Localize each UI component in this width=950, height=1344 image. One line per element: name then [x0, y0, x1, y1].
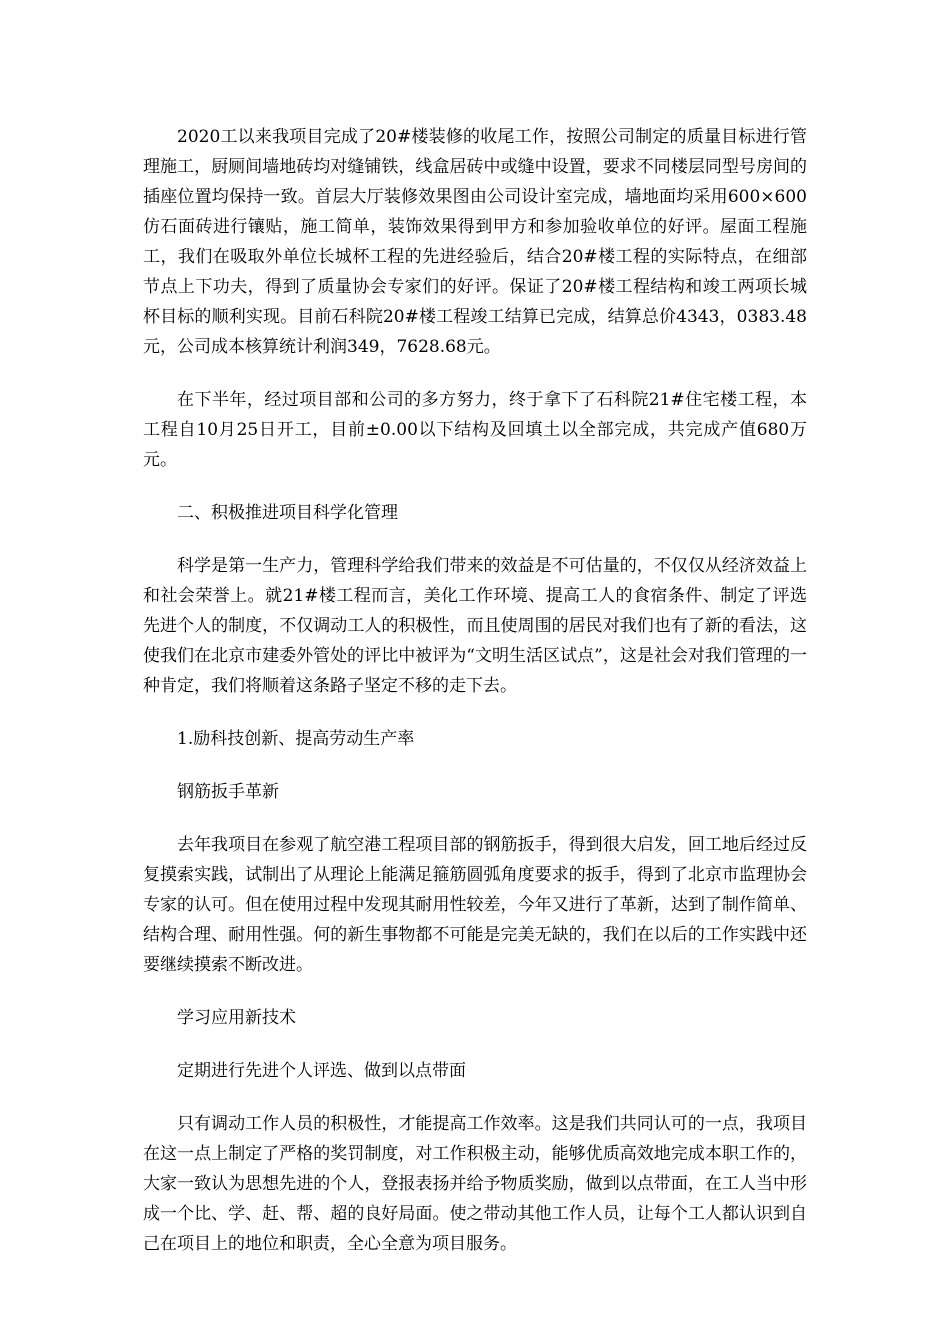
paragraph-rebar-wrench: 去年我项目在参观了航空港工程项目部的钢筋扳手，得到很大启发，回工地后经过反复摸索实践，试制出了从理论上能满足箍筋圆弧角度要求的扳手，得到了北京市监理协会专家的认可。但在使用过程中发现其耐用性较差，今年又进行了革新，达到了制作简单、结构合理、耐用性强。何的新生事物都不可能是完美无缺的，我们在以后的工作实践中还要继续摸索不断改进。 [143, 835, 807, 975]
section-heading-scientific-management: 二、积极推进项目科学化管理 [177, 503, 398, 523]
subheading-new-technology: 学习应用新技术 [177, 1008, 296, 1028]
paragraph-motivation: 只有调动工作人员的积极性，才能提高工作效率。这是我们共同认可的一点，我项目在这一点上制定了严格的奖罚制度，对工作积极主动，能够优质高效地完成本职工作的，大家一致认为思想先进的个人，登报表扬并给予物质奖励，做到以点带面，在工人当中形成一个比、学、赶、帮、超的良好局面。使之带动其他工作人员，让每个工人都认识到自己在项目上的地位和职责，全心全意为项目服务。 [143, 1114, 807, 1254]
paragraph-second-half-year: 在下半年，经过项目部和公司的多方努力，终于拿下了石科院21#住宅楼工程，本工程自10月25日开工，目前±0.00以下结构及回填土以全部完成，共完成产值680万元。 [143, 390, 807, 470]
paragraph-science-productivity: 科学是第一生产力，管理科学给我们带来的效益是不可估量的，不仅仅从经济效益上和社会荣誉上。就21#楼工程而言，美化工作环境、提高工人的食宿条件、制定了评选先进个人的制度，不仅调动工人的积极性，而且使周围的居民对我们也有了新的看法，这使我们在北京市建委外管处的评比中被评为“文明生活区试点”，这是社会对我们管理的一种肯定，我们将顺着这条路子坚定不移的走下去。 [143, 556, 807, 696]
document-page [143, 122, 807, 1259]
subheading-tech-innovation: 1.励科技创新、提高劳动生产率 [177, 729, 415, 749]
paragraph-completion-summary: 2020工以来我项目完成了20#楼装修的收尾工作，按照公司制定的质量目标进行管理施工，厨厕间墙地砖均对缝铺铁，线盒居砖中或缝中设置，要求不同楼层同型号房间的插座位置均保持一致。首层大厅装修效果图由公司设计室完成，墙地面均采用600×600仿石面砖进行镶贴，施工简单，装饰效果得到甲方和参加验收单位的好评。屋面工程施工，我们在吸取外单位长城杯工程的先进经验后，结合20#楼工程的实际特点，在细部节点上下功夫，得到了质量协会专家们的好评。保证了20#楼工程结构和竣工两项长城杯目标的顺利实现。目前石科院20#楼工程竣工结算已完成，结算总价4343，0383.48元，公司成本核算统计利润349，7628.68元。 [143, 127, 807, 357]
subheading-advanced-individual: 定期进行先进个人评选、做到以点带面 [177, 1061, 466, 1081]
subheading-rebar-wrench: 钢筋扳手革新 [177, 782, 279, 802]
